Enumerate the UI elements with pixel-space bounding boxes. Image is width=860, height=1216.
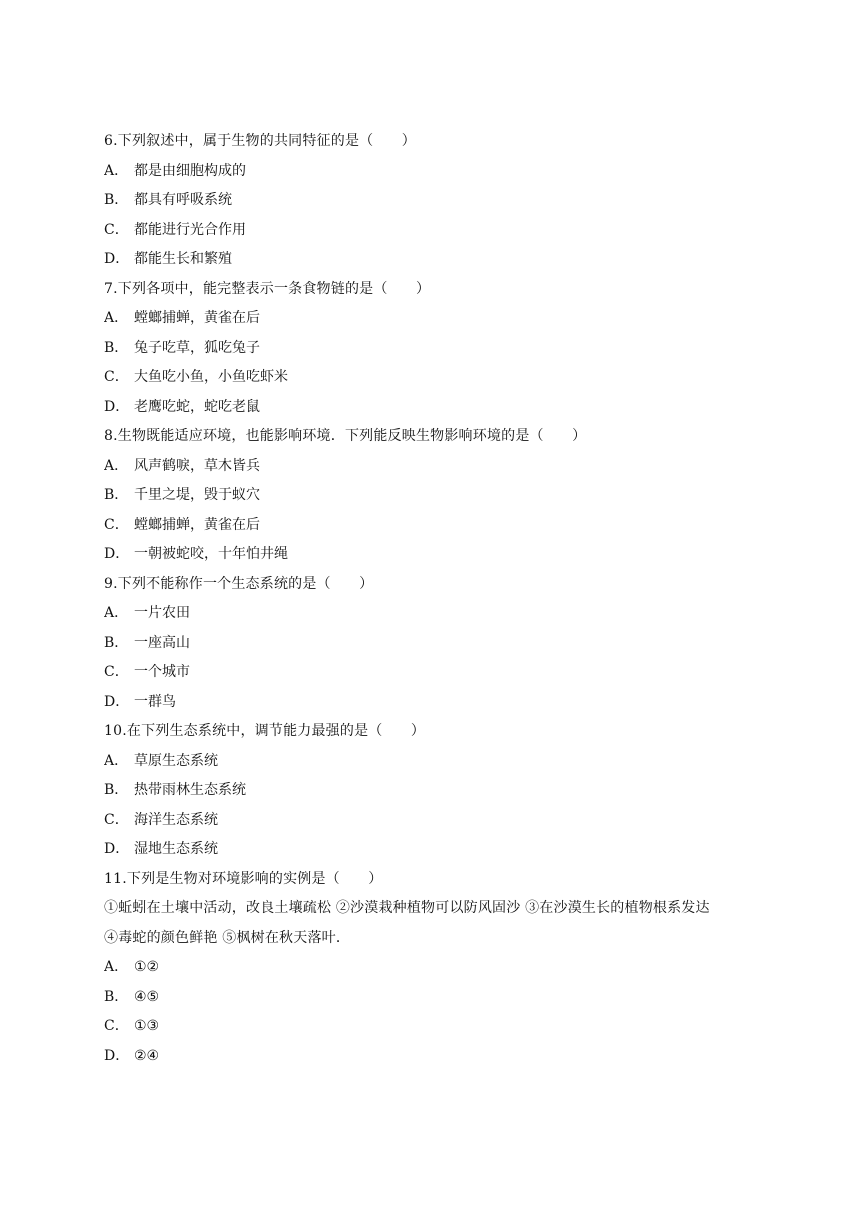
option-text: ②④: [134, 1047, 160, 1064]
option-c: [104, 1012, 764, 1042]
option-text: 草原生态系统: [134, 752, 218, 769]
option-text: 螳螂捕蝉，黄雀在后: [134, 516, 260, 533]
option-text: ④⑤: [134, 988, 160, 1005]
option-a: [104, 599, 764, 629]
option-text: 热带雨林生态系统: [134, 782, 246, 798]
option-letter: D．: [104, 546, 130, 562]
question-stem: 6.下列叙述中，属于生物的共同特征的是（ ）: [104, 133, 416, 149]
option-d: [104, 540, 764, 570]
option-letter: B．: [104, 339, 129, 356]
option-text: ①②: [134, 959, 160, 975]
option-letter: B．: [104, 487, 129, 503]
question-stem: 7.下列各项中，能完整表示一条食物链的是（ ）: [104, 280, 431, 297]
question-7: [104, 275, 764, 423]
option-text: 都具有呼吸系统: [134, 192, 232, 208]
question-10: [104, 717, 764, 865]
option-d: [104, 1042, 764, 1072]
option-c: [104, 658, 764, 688]
question-9: [104, 570, 764, 718]
option-b: [104, 629, 764, 659]
option-text: 一朝被蛇咬，十年怕井绳: [134, 546, 288, 562]
option-b: [104, 983, 764, 1013]
question-stem: 10.在下列生态系统中，调节能力最强的是（ ）: [104, 723, 426, 739]
option-text: 都能进行光合作用: [134, 221, 246, 238]
option-letter: C．: [104, 1018, 129, 1034]
question-stem: 8.生物既能适应环境，也能影响环境．下列能反映生物影响环境的是（ ）: [104, 428, 587, 444]
option-letter: D．: [104, 841, 130, 857]
option-letter: B．: [104, 988, 129, 1005]
option-a: [104, 452, 764, 482]
option-c: [104, 216, 764, 246]
option-text: 一个城市: [134, 664, 190, 680]
option-d: [104, 245, 764, 275]
option-text: 风声鹤唳，草木皆兵: [134, 457, 260, 474]
option-b: [104, 776, 764, 806]
option-c: [104, 806, 764, 836]
question-11: [104, 865, 764, 1072]
option-b: [104, 481, 764, 511]
option-letter: C．: [104, 516, 129, 533]
option-letter: D．: [104, 693, 130, 710]
option-text: 螳螂捕蝉，黄雀在后: [134, 310, 260, 326]
option-letter: C．: [104, 811, 129, 828]
option-a: [104, 953, 764, 983]
option-letter: A．: [104, 310, 129, 326]
option-letter: C．: [104, 369, 129, 385]
option-text: 一群鸟: [134, 693, 176, 710]
option-letter: C．: [104, 664, 129, 680]
question-list: [104, 127, 764, 1071]
question-statement-line: ①蚯蚓在土壤中活动，改良土壤疏松 ②沙漠栽种植物可以防风固沙 ③在沙漠生长的植物根系发达: [104, 900, 710, 916]
question-stem: 9.下列不能称作一个生态系统的是（ ）: [104, 575, 374, 592]
option-b: [104, 334, 764, 364]
option-letter: B．: [104, 782, 129, 798]
option-d: [104, 393, 764, 423]
question-8: [104, 422, 764, 570]
option-a: [104, 747, 764, 777]
option-letter: B．: [104, 634, 129, 651]
option-letter: C．: [104, 221, 129, 238]
option-text: 一座高山: [134, 634, 190, 651]
option-a: [104, 157, 764, 187]
option-text: 老鹰吃蛇，蛇吃老鼠: [134, 398, 260, 415]
option-letter: A．: [104, 959, 129, 975]
option-text: 千里之堤，毁于蚁穴: [134, 487, 260, 503]
option-c: [104, 511, 764, 541]
option-b: [104, 186, 764, 216]
option-a: [104, 304, 764, 334]
option-letter: D．: [104, 251, 130, 267]
question-statement-line: ④毒蛇的颜色鲜艳 ⑤枫树在秋天落叶．: [104, 929, 351, 946]
option-text: 都是由细胞构成的: [134, 162, 246, 179]
option-letter: B．: [104, 192, 129, 208]
question-6: [104, 127, 764, 275]
option-d: [104, 688, 764, 718]
option-letter: A．: [104, 605, 129, 621]
option-letter: D．: [104, 1047, 130, 1064]
option-text: 湿地生态系统: [134, 841, 218, 857]
question-stem: 11.下列是生物对环境影响的实例是（ ）: [104, 870, 383, 887]
option-text: 一片农田: [134, 605, 190, 621]
option-text: 海洋生态系统: [134, 811, 218, 828]
option-letter: A．: [104, 162, 129, 179]
option-text: 兔子吃草，狐吃兔子: [134, 339, 260, 356]
option-text: 大鱼吃小鱼，小鱼吃虾米: [134, 369, 288, 385]
option-letter: A．: [104, 457, 129, 474]
option-letter: D．: [104, 398, 130, 415]
option-text: 都能生长和繁殖: [134, 251, 232, 267]
option-text: ①③: [134, 1018, 160, 1034]
option-letter: A．: [104, 752, 129, 769]
option-d: [104, 835, 764, 865]
option-c: [104, 363, 764, 393]
